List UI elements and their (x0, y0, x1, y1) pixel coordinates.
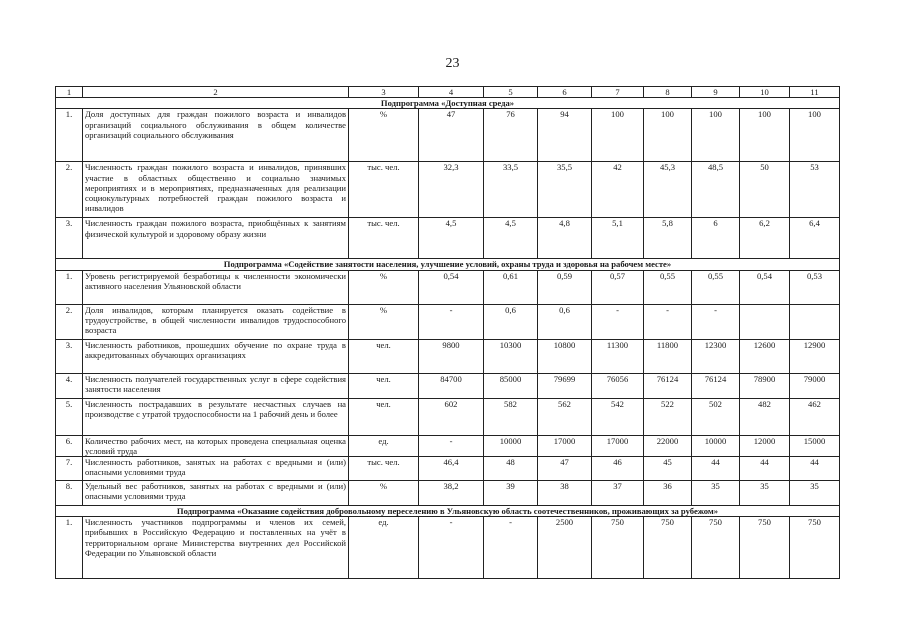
value-cell: 12000 (740, 435, 790, 456)
value-cell: 0,59 (538, 270, 592, 304)
value-cell: 10000 (484, 435, 538, 456)
value-cell: 38 (538, 481, 592, 506)
indicator-name: Численность участников подпрограммы и членов их семей, прибывших в Российскую Федерацию и поставленных на учёт в территориальном органе Министерства внутренних дел Российской Федерации по Ульяновской области (83, 517, 349, 579)
row-number: 7. (56, 457, 83, 481)
table-row (56, 218, 840, 259)
section-row (56, 506, 840, 517)
column-header: 3 (349, 87, 419, 98)
value-cell: 50 (740, 162, 790, 218)
value-cell: - (419, 435, 484, 456)
value-cell: 78900 (740, 373, 790, 398)
unit-cell: ед. (349, 517, 419, 579)
value-cell: 35 (692, 481, 740, 506)
value-cell (790, 304, 840, 339)
value-cell: 76124 (644, 373, 692, 398)
value-cell: 502 (692, 398, 740, 435)
column-header: 6 (538, 87, 592, 98)
value-cell: 750 (692, 517, 740, 579)
value-cell: 48,5 (692, 162, 740, 218)
value-cell: - (484, 517, 538, 579)
indicator-name: Уровень регистрируемой безработицы к численности экономически активного населения Ульяновской области (83, 270, 349, 304)
value-cell: 44 (692, 457, 740, 481)
indicator-name: Численность работников, занятых на работах с вредными и (или) опасными условиями труда (83, 457, 349, 481)
value-cell: 84700 (419, 373, 484, 398)
unit-cell: % (349, 109, 419, 162)
value-cell: 750 (592, 517, 644, 579)
column-header: 8 (644, 87, 692, 98)
value-cell: 750 (644, 517, 692, 579)
table-row (56, 457, 840, 481)
value-cell: 38,2 (419, 481, 484, 506)
value-cell: 0,6 (484, 304, 538, 339)
value-cell: 36 (644, 481, 692, 506)
indicator-name: Доля доступных для граждан пожилого возраста и инвалидов организаций социального обслуживания в общем количестве организаций социального обслуживания (83, 109, 349, 162)
value-cell: 12300 (692, 339, 740, 373)
value-cell: 33,5 (484, 162, 538, 218)
indicators-table (55, 86, 840, 579)
value-cell: 76124 (692, 373, 740, 398)
row-number: 1. (56, 109, 83, 162)
value-cell: 79000 (790, 373, 840, 398)
value-cell: 12900 (790, 339, 840, 373)
table-row (56, 398, 840, 435)
section-row (56, 259, 840, 270)
value-cell: 17000 (592, 435, 644, 456)
column-header: 10 (740, 87, 790, 98)
unit-cell: тыс. чел. (349, 162, 419, 218)
value-cell: 42 (592, 162, 644, 218)
value-cell: 47 (419, 109, 484, 162)
indicator-name: Количество рабочих мест, на которых проведена специальная оценка условий труда (83, 435, 349, 456)
column-header: 4 (419, 87, 484, 98)
value-cell: 522 (644, 398, 692, 435)
header-row (56, 87, 840, 98)
indicator-name: Доля инвалидов, которым планируется оказать содействие в трудоустройстве, в общей численности инвалидов трудоспособного возраста (83, 304, 349, 339)
value-cell: 35,5 (538, 162, 592, 218)
value-cell: 0,6 (538, 304, 592, 339)
value-cell: 17000 (538, 435, 592, 456)
value-cell: 0,55 (644, 270, 692, 304)
value-cell: 85000 (484, 373, 538, 398)
unit-cell: ед. (349, 435, 419, 456)
table-row (56, 517, 840, 579)
value-cell: 32,3 (419, 162, 484, 218)
value-cell: 6 (692, 218, 740, 259)
value-cell (740, 304, 790, 339)
value-cell: 5,8 (644, 218, 692, 259)
value-cell: 100 (592, 109, 644, 162)
value-cell: - (692, 304, 740, 339)
value-cell: 0,55 (692, 270, 740, 304)
indicator-name: Удельный вес работников, занятых на работах с вредными и (или) опасными условиями труда (83, 481, 349, 506)
value-cell: 0,54 (419, 270, 484, 304)
value-cell: 6,2 (740, 218, 790, 259)
value-cell: 602 (419, 398, 484, 435)
value-cell: - (419, 304, 484, 339)
value-cell: 10000 (692, 435, 740, 456)
value-cell: 35 (790, 481, 840, 506)
table-row (56, 162, 840, 218)
value-cell: 11300 (592, 339, 644, 373)
unit-cell: тыс. чел. (349, 457, 419, 481)
value-cell: 100 (790, 109, 840, 162)
indicator-name: Численность получателей государственных услуг в сфере содействия занятости населения (83, 373, 349, 398)
column-header: 11 (790, 87, 840, 98)
value-cell: 53 (790, 162, 840, 218)
table-row (56, 339, 840, 373)
value-cell: 100 (644, 109, 692, 162)
section-title: Подпрограмма «Доступная среда» (56, 98, 840, 109)
value-cell: - (419, 517, 484, 579)
value-cell: 2500 (538, 517, 592, 579)
value-cell: 76 (484, 109, 538, 162)
value-cell: 44 (790, 457, 840, 481)
table-body (56, 87, 840, 579)
row-number: 1. (56, 270, 83, 304)
page-number: 23 (445, 56, 460, 71)
indicator-name: Численность работников, прошедших обучение по охране труда в аккредитованных обучающих организациях (83, 339, 349, 373)
value-cell: 37 (592, 481, 644, 506)
indicator-name: Численность граждан пожилого возраста, приобщённых к занятиям физической культурой и здоровому образу жизни (83, 218, 349, 259)
value-cell: 45 (644, 457, 692, 481)
value-cell: 482 (740, 398, 790, 435)
row-number: 5. (56, 398, 83, 435)
value-cell: 35 (740, 481, 790, 506)
value-cell: 39 (484, 481, 538, 506)
unit-cell: % (349, 481, 419, 506)
section-row (56, 98, 840, 109)
row-number: 8. (56, 481, 83, 506)
unit-cell: чел. (349, 398, 419, 435)
value-cell: - (592, 304, 644, 339)
section-title: Подпрограмма «Оказание содействия добровольному переселению в Ульяновскую область соотечественников, проживающих за рубежом» (56, 506, 840, 517)
unit-cell: % (349, 270, 419, 304)
value-cell: 22000 (644, 435, 692, 456)
value-cell: 79699 (538, 373, 592, 398)
row-number: 1. (56, 517, 83, 579)
value-cell: 0,57 (592, 270, 644, 304)
value-cell: 462 (790, 398, 840, 435)
value-cell: 45,3 (644, 162, 692, 218)
column-header: 7 (592, 87, 644, 98)
value-cell: 44 (740, 457, 790, 481)
table-row (56, 270, 840, 304)
unit-cell: % (349, 304, 419, 339)
value-cell: 46,4 (419, 457, 484, 481)
value-cell: 11800 (644, 339, 692, 373)
value-cell: 0,54 (740, 270, 790, 304)
column-header: 9 (692, 87, 740, 98)
value-cell: 46 (592, 457, 644, 481)
indicator-name: Численность пострадавших в результате несчастных случаев на производстве с утратой трудоспособности на 1 рабочий день и более (83, 398, 349, 435)
value-cell: 4,8 (538, 218, 592, 259)
value-cell: 750 (740, 517, 790, 579)
indicator-name: Численность граждан пожилого возраста и инвалидов, принявших участие в областных общественно и социально значимых мероприятиях и в мероприятиях, предназначенных для реализации социокультурных потребностей граждан пожилого возраста и инвалидов (83, 162, 349, 218)
unit-cell: чел. (349, 373, 419, 398)
column-header: 5 (484, 87, 538, 98)
row-number: 6. (56, 435, 83, 456)
value-cell: 12600 (740, 339, 790, 373)
value-cell: 100 (692, 109, 740, 162)
column-header: 2 (83, 87, 349, 98)
table-row (56, 373, 840, 398)
value-cell: 582 (484, 398, 538, 435)
value-cell: 5,1 (592, 218, 644, 259)
value-cell: 0,53 (790, 270, 840, 304)
value-cell: 9800 (419, 339, 484, 373)
table-row (56, 481, 840, 506)
table-row (56, 435, 840, 456)
row-number: 3. (56, 339, 83, 373)
section-title: Подпрограмма «Содействие занятости населения, улучшение условий, охраны труда и здоровья на рабочем месте» (56, 259, 840, 270)
value-cell: 48 (484, 457, 538, 481)
value-cell: 750 (790, 517, 840, 579)
value-cell: 0,61 (484, 270, 538, 304)
value-cell: 10800 (538, 339, 592, 373)
value-cell: 562 (538, 398, 592, 435)
row-number: 4. (56, 373, 83, 398)
value-cell: 94 (538, 109, 592, 162)
value-cell: 4,5 (419, 218, 484, 259)
table-row (56, 109, 840, 162)
value-cell: 542 (592, 398, 644, 435)
unit-cell: чел. (349, 339, 419, 373)
row-number: 2. (56, 162, 83, 218)
value-cell: 10300 (484, 339, 538, 373)
value-cell: 15000 (790, 435, 840, 456)
row-number: 3. (56, 218, 83, 259)
table-row (56, 304, 840, 339)
value-cell: 4,5 (484, 218, 538, 259)
value-cell: 47 (538, 457, 592, 481)
value-cell: 100 (740, 109, 790, 162)
column-header: 1 (56, 87, 83, 98)
unit-cell: тыс. чел. (349, 218, 419, 259)
value-cell: 76056 (592, 373, 644, 398)
row-number: 2. (56, 304, 83, 339)
value-cell: 6,4 (790, 218, 840, 259)
value-cell: - (644, 304, 692, 339)
